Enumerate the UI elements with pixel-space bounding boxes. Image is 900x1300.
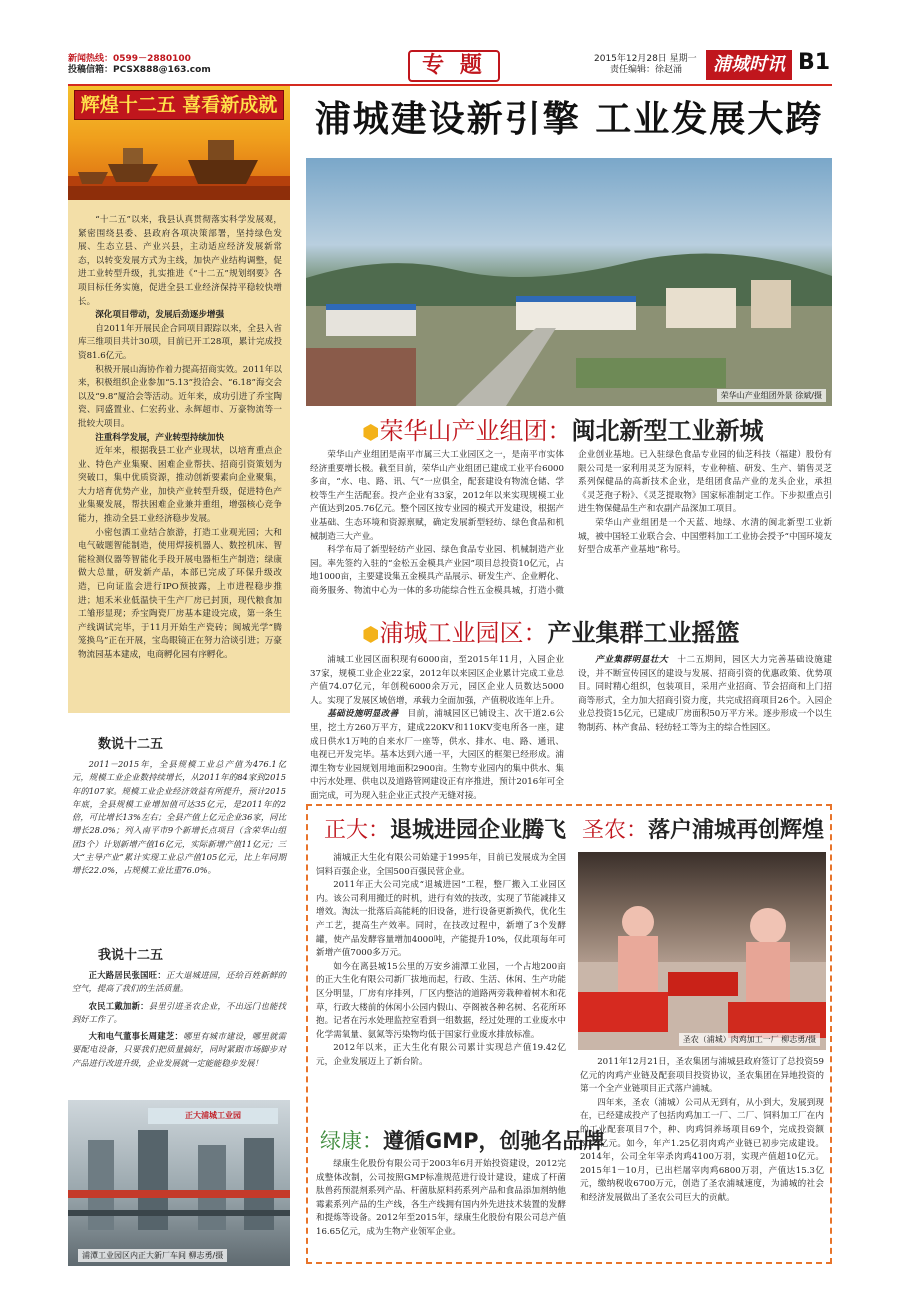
pucheng-title-a: 浦城工业园区： xyxy=(379,619,548,647)
lvkang-title xyxy=(320,1124,605,1158)
zhengda-paragraph-4: 2012年以来，正大生化有限公司累计实现总产值19.42亿元，企业发展迈上了新台阶。 xyxy=(316,1043,566,1067)
zhengda-body xyxy=(316,852,566,1114)
page-number: B1 xyxy=(798,50,831,75)
email-line xyxy=(68,64,211,76)
voice-1 xyxy=(68,969,290,996)
zhengda-paragraph-2: 2011年正大公司完成“退城进园”工程，整厂搬入工业园区内。该公司利用搬迁的时机，进行有效的技改，实现了节能减排又增效。淘汰一批落后高能耗的旧设备，进行设备更新换代，优化生产工艺，提高生产效率。同时，在技改过程中，新增了3个发酵罐，使产品发酵容量增加4000吨，产能提升10%，仅此项每年可新增产值7000多万元。 xyxy=(316,880,566,959)
section-label: 专 题 xyxy=(408,50,500,82)
lvkang-paragraph-1: 绿康生化股份有限公司于2003年6月开始投资建设，2012完成整体改制，公司按照GMP标准规范进行设计建设，建成了杆菌肽兽药预混剂系列产品、杆菌肽原料药系列产品和食品添加剂纳他霉素系列产品的生产线，各生产线拥有国内外先进技术装置的发酵和提炼等设备。2012年至2015年，绿康生化股份有限公司总产值16.65亿元，成为生物产业领军企业。 xyxy=(316,1159,566,1237)
pucheng-paragraph-1: 浦城工业园区面积现有6000亩，至2015年11月，入园企业37家，规模工业企业22家，2012年以来园区企业累计完成工业总产值74.07亿元，年创税6000余万元，园区企业人员数达5000人。实现了发展区域倍增，承载力全面加强，产值税收连年上升。 xyxy=(310,655,564,706)
rongshan-paragraph-2: 科学布局了新型轻纺产业园、绿色食品专业园、机械制造产业园。率先签约入驻的“金松五金模具产业园”项目总投资10亿元，占地1000亩，主要建设集五金模具产品展示、研发生产、企业孵化、商务服务、物流中心为一体的多功能综合性五金模具城，打造小微企业创业基地。已入驻绿色食品专业园的仙芝科技（福建）股份有限公司是一家利用灵芝为原料，专业种植、研发、生产、销售灵芝系列保健品的高新技术企业，是组团食品产业的龙头企业，承担《灵芝孢子粉》、《灵芝提取物》国家标准制定工作。下步拟重点引进生物保健品生产和农副产品深加工项目。 xyxy=(310,450,832,596)
left-subhead-1: 深化项目带动，发展后劲逐步增强 xyxy=(95,310,225,321)
hotline-number: 0599－2880100 xyxy=(113,54,191,64)
left-paragraph-1: 自2011年开展民企合同项目跟踪以来，全县入省库三维项目共计30项，目前已开工28项，累计完成投资81.6亿元。 xyxy=(78,323,282,361)
voice-3-text: 哪里有城市建设，哪里就需要配电设备，只要我们把质量搞好，同时紧跟市场脚步对产品进行改进升级，企业发展就一定能能稳步发展！ xyxy=(72,1031,286,1068)
stats-title: 数说十二五 xyxy=(98,737,164,752)
ships-illustration xyxy=(68,124,290,202)
pucheng-paragraph-2-text: 目前，浦城园区已铺设主、次干道2.6公里，挖土方260万平方，建成220KV和110KV变电所各一座，建成日供水1万吨的自来水厂一座等，供水、排水、电、路、通讯、电视已开发完毕。基本达到六通一平，大园区的框架已经形成。浦潭生物专业园规划用地面积2900亩。生物专业园内的集中供水、集中污水处理、供电以及道路管网建设正有序推进，预计2016年可全面完成，可为现入驻企业正式投产无缝对接。 xyxy=(310,709,564,801)
voice-2 xyxy=(68,996,290,1027)
voice-1-text: 正大退城进园，还给百姓新鲜的空气，提高了我们的生活质量。 xyxy=(72,970,286,994)
lvkang-body xyxy=(316,1158,566,1254)
plant-sign: 正大浦城工业园 xyxy=(148,1108,278,1124)
email-address: PCSX888@163.com xyxy=(113,65,211,75)
pucheng-body xyxy=(310,654,832,804)
pucheng-paragraph-2 xyxy=(310,708,564,803)
rongshan-title-b: 闽北新型工业新城 xyxy=(571,417,764,445)
zhengda-title-a: 正大： xyxy=(324,818,391,843)
rongshan-paragraph-3: 荣华山产业组团是一个天蓝、地绿、水清的闽北新型工业新城，被中国轻工业联合会、中国塑料加工工业协会授予“中国环境友好型合成革产业基地”称号。 xyxy=(578,517,832,556)
issue-date: 2015年12月28日 星期一 xyxy=(594,54,697,64)
shengnong-paragraph-2: 四年来，圣农（浦城）公司从无到有，从小到大，发展到现在，已经建成投产了包括肉鸡加工一厂、二厂、饲料加工厂在内的工业配套项目7个，种、肉鸡饲养场项目69个，完成投资额30.5亿元。如今，年产1.25亿羽肉鸡产业链已初步完成建设。2014年，公司全年宰杀肉鸡4100万羽，实现产值超10亿元。2015年1－10月，已出栏屠宰肉鸡6800万羽，产值达15.3亿元，缴纳税收6700万元，创造了圣农浦城速度，为浦城的社会和经济发展做出了圣农公司巨大的贡献。 xyxy=(580,1097,824,1203)
plant-caption: 浦潭工业园区内正大新厂车间 柳志勇/摄 xyxy=(78,1249,227,1262)
pucheng-lead-1: 基础设施明显改善 xyxy=(327,709,399,720)
left-subhead-2: 注重科学发展，产业转型持续加快 xyxy=(95,432,225,443)
left-paragraph-3: 近年来，根据我县工业产业现状，以培育重点企业、特色产业集聚、困难企业帮扶、招商引资策划为突破口，集中优质资源，推动创新要素向企业聚集，大力培育优势产业，加快产业转型升级，促进特色产业集聚发展，帮扶困难企业兼并重组，增强核心竞争能力，推动全县工业经济稳步发展。 xyxy=(78,446,282,525)
left-paragraph-2: 积极开展山海协作着力提高招商实效。2011年以来，积极组织企业参加“5.13”投洽会、“6.18”海交会以及“9.8”厦洽会等活动。近年来，成功引进了乔宝陶瓷、同盛置业、仁宏药业、永辉超市、万豪物流等一批较大项目。 xyxy=(78,364,282,429)
voice-3-name: 大和电气董事长周建芝： xyxy=(88,1031,184,1042)
lvkang-title-b: 遵循GMP，创驰名品牌 xyxy=(383,1129,605,1153)
stats-box xyxy=(68,733,290,878)
pucheng-title xyxy=(362,615,739,651)
editor-credit: 责任编辑：徐赵涌 xyxy=(610,65,683,75)
banner-title: 辉煌十二五 喜看新成就 xyxy=(74,90,284,120)
left-article xyxy=(68,200,290,713)
voices-box xyxy=(68,944,290,1070)
voices-title: 我说十二五 xyxy=(98,948,164,963)
stats-text: 2011－2015年，全县规模工业总产值为476.1亿元，规模工业企业数持续增长，从2011年的84家到2015年的107家。规模工业企业经济效益有所提升，预计2015年底，全县规模工业增加值可达35亿元，是2011年的2倍，可比增长13%左右；全县产值上亿元企业36家，同比增长28.0%；列入南平市9个新增长点项目（含荣华山组团3个）计划新增产值16亿元，实际新增产值11亿元；三大“主导产业”累计实现工业总产值105亿元，比上年同期增长22.0%，占规模工业比重76.0%。 xyxy=(72,759,286,876)
pucheng-paragraph-3-text: 十二五期间，园区大力完善基础设施建设，并不断宣传园区的建设与发展、招商引资的优惠政策、优势项目。同时精心组织，包装项目，采用产业招商、节会招商和上门招商等形式，全力加大招商引资力度，共完成招商项目26个。入园企业总投资15亿元，已建成厂房面积50万平方米。逐步形成一个以生物制药、林产食品、轻纺轻工等为主的综合性园区。 xyxy=(578,655,832,733)
lvkang-title-a: 绿康： xyxy=(320,1129,383,1153)
zhengda-paragraph-3: 如今在离县城15公里的万安乡浦潭工业园，一个占地200亩的正大生化有限公司新厂拔地而起，行政、生活、休闲、生产功能区分明显，厂房有序排列，厂区内整洁的道路两旁栽种着树木和花草，行政大楼前的休闲小公园内假山、亭阁被各种名树、名花所环抱。记者在污水处理监控室看到一组数据，经过处理的工业废水中化学需氧量、氨氮等污染物均低于国家行业废水排放标准。 xyxy=(316,961,566,1040)
zhengda-title xyxy=(324,814,566,848)
voice-3 xyxy=(68,1026,290,1070)
hexagon-bullet-icon: ⬢ xyxy=(362,622,380,646)
plant-photo xyxy=(68,1100,290,1266)
workers-illustration xyxy=(578,852,826,1050)
zhengda-paragraph-1: 浦城正大生化有限公司始建于1995年，目前已发展成为全国饲料百强企业，全国500百强民营企业。 xyxy=(316,853,566,877)
intro-paragraph: “十二五”以来，我县认真贯彻落实科学发展观，紧密围绕县委、县政府各项决策部署，坚持绿色发展、生态立县、产业兴县，主动适应经济发展新常态，以转变发展方式为主线，加快产业结构调整，促进工业转型升级，扎实推进《“十二五”规划纲要》各项目标任务实施，促进全县工业经济保持平稳较快增长。 xyxy=(78,215,282,307)
voice-1-name: 正大路居民张国旺： xyxy=(88,970,166,980)
industrial-park-photo xyxy=(306,158,832,406)
banner-image xyxy=(68,86,290,200)
pucheng-paragraph-3 xyxy=(578,654,832,736)
rongshan-body xyxy=(310,449,832,599)
rongshan-title xyxy=(362,413,763,449)
park-illustration xyxy=(306,158,832,406)
pipes-illustration xyxy=(68,1100,290,1266)
rongshan-paragraph-1: 荣华山产业组团是南平市属三大工业园区之一，是南平市实体经济重要增长极。截至目前，荣华山产业组团已建成工业平台6000多亩，“水、电、路、讯、气”一应俱全，配套建设有物流仓储、学校等生产生活配套。投产企业有33家，2012年以来实现规模工业产值达到205.76亿元。整个园区按专业园的模式开发建设，根据产业基础、生态环境和资源禀赋，确定发展新型轻纺、绿色食品和机械制造三大产业。 xyxy=(310,450,564,542)
voice-2-name: 农民工戴加新： xyxy=(88,1000,149,1011)
masthead-logo: 浦城时讯 xyxy=(706,50,792,80)
hotline-label: 新闻热线： xyxy=(68,54,114,64)
shengnong-body xyxy=(580,1056,824,1256)
main-title: 浦城建设新引擎 工业发展大跨 xyxy=(314,99,824,140)
food-photo-caption: 圣农（浦城）肉鸡加工一厂 柳志勇/摄 xyxy=(679,1033,820,1046)
pucheng-lead-2: 产业集群明显壮大 xyxy=(595,655,669,665)
shengnong-paragraph-1: 2011年12月21日，圣农集团与浦城县政府签订了总投资59亿元的肉鸡产业链及配套项目投资协议，圣农集团在异地投资的第一个全产业链项目正式落户浦城。 xyxy=(580,1057,824,1095)
pucheng-title-b: 产业集群工业摇篮 xyxy=(547,619,740,647)
food-plant-photo xyxy=(578,852,826,1050)
voice-2-text: 县里引进圣农企业，不出远门也能找到好工作了。 xyxy=(72,1000,286,1024)
zhengda-title-b: 退城进园企业腾飞 xyxy=(390,818,567,843)
shengnong-title-a: 圣农： xyxy=(582,818,649,843)
shengnong-title-b: 落户浦城再创辉煌 xyxy=(648,818,825,843)
top-photo-caption: 荣华山产业组团外景 徐斌/摄 xyxy=(717,389,826,402)
rongshan-title-a: 荣华山产业组团： xyxy=(379,417,572,445)
email-label: 投稿信箱： xyxy=(68,65,114,75)
shengnong-title xyxy=(582,814,824,848)
left-paragraph-4: 小密包酒工业结合旅游，打造工业观光园；大和电气破题智能制造，使用焊接机器人、数控机床、智能检测仪器等智能化手段开展电器柜生产制造；绿康做大总量，研发新产品，本部已完成了环保升级改造，已向证监会进行IPO预披露，上市进程稳步推进；旭禾米业低温快干生产厂房已封顶，现代粮食加工雏形显现；乔宝陶瓷厂房基本建设完成，第一条生产线调试完毕，于11月开始生产瓷砖；闽城光学“腾笼换鸟”正在开展，宝岛眼镜正在努力洽谈引进；万豪物流园基本建成，电商孵化园有序孵化。 xyxy=(78,527,282,660)
hexagon-bullet-icon: ⬢ xyxy=(362,420,380,444)
